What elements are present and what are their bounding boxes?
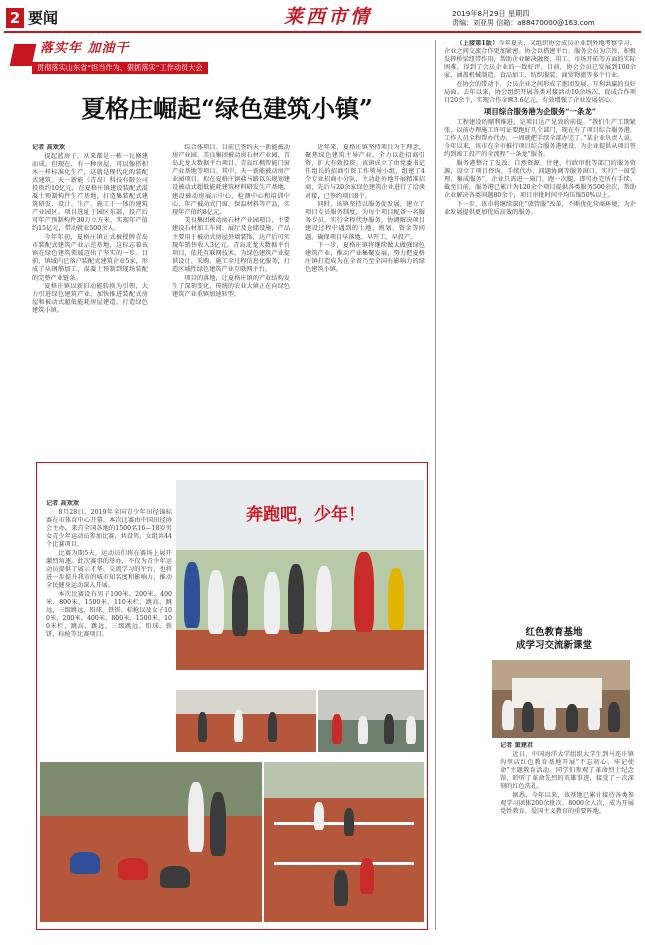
editor-line: 责编：刘亚男 信箱：a88470000@163.com <box>452 19 595 27</box>
sports-photo-hurdles <box>264 762 424 922</box>
campaign-subtitle: 贯彻落实山东省“担当作为、狠抓落实”工作动员大会 <box>32 62 208 74</box>
lead-article-col-2: 综合体项目。目前已签约天一新能被动房产业园、美良集团被动房石材产业园、青岛北龙大数据平台项目、青岛红枫智能门窗产业基地等项目。其中，天一新能被动房产业园项目，拟在夏格庄镇盐马路以东规划建设被动式超低能耗建筑材料研发生产基地，建设被动房展示中心、检测中心和培训中心，年产被动式门窗、保温材料等产品，实现年产值约8亿元。 美良集团被动房石材产业园项目，主要建设石材加工车间、展厅及仓储设施，产品主要用于被动式房屋外墙装饰，达产后可实现年销售收入3亿元。青岛北龙大数据平台项目，依托互联网技术，为绿色建筑产业提供设计、采购、施工全过程信息化服务，打造区域性绿色建筑产业互联网平台。 项目的落地，让夏格庄镇的产业结构发生了深刻变化，传统的农业大镇正在向绿色建筑产业重镇加速转型。 <box>172 144 290 298</box>
masthead-rule <box>4 31 641 33</box>
lead-article-col-3: 近年来，夏格庄镇坚持项目为王理念，聚焦绿色建筑主导产业，全力以赴招商引资、扩大有效投资。该镇成立了由党委书记任组长的招商引资工作领导小组，组建了4个专业招商小分队，主动赴外地开展精准招商，先后与20余家绿色建筑企业进行了洽谈对接，已签约项目8个。 同时，该镇坚持以服务促发展，建立了项目专员服务制度，为每个项目配备一名服务专员，实行全程代办服务，协调解决项目建设过程中遇到的土地、规划、资金等问题，确保项目早落地、早开工、早投产。 下一步，夏格庄镇将继续做大做强绿色建筑产业，推动产业集聚发展，努力把夏格庄镇打造成为在全省乃至全国有影响力的绿色建筑小镇。 <box>305 144 425 274</box>
right-column-subheading: 项目综合服务港为企服务“一条龙” <box>484 107 596 117</box>
sports-article-body: 记者 高欢欢 8月28日，2019年全国青少年田径锦标赛在市体育中心开幕。本次比赛由中国田径协会主办，来自全国各地的1500名16—18岁男女青少年运动员参加比赛，共设男、女组共44个比赛项目。 比赛为期5天，运动员们将在赛场上展开激烈角逐。此次赛事的举办，不仅为青少年运动员提供了展示才华、交流学习的平台，也将进一步提升我市的城市知名度和影响力，推动全民健身运动深入开展。 本次比赛设有男子100米、200米、400米、800米、1500米、110米栏、跳高、跳远、三级跳远、铅球、铁饼、标枪以及女子100米、200米、400米、800米、1500米、100米栏、跳高、跳远、三级跳远、铅球、铁饼、标枪等比赛项目。 <box>46 500 172 638</box>
education-article-body: 记者 董建君 近日，中国海洋大学组织大学生到马连庄镇沟里店红色教育基地开展“不忘初心、牢记使命”主题教育活动。同学们参观了革命烈士纪念馆，聆听了革命先烈的英雄事迹，接受了一次深刻的红色洗礼。 据悉，今年以来，该基地已累计接待各类参观学习团体200余批次、8000余人次，成为开展党性教育、爱国主义教育的重要阵地。 <box>500 742 634 815</box>
lead-article-col-1: 记者 高欢欢 提起蓝房子，从来都是一栋一瓦修建而成。但现在，有一种房屋，可以像搭积木一样标准化生产，这就是现代化的装配式建筑。天一新能（青岛）科技有限公司投资约10亿元，在夏格庄镇建设装配式混凝土预制构件生产基地，打造集装配式建筑研发、设计、生产、施工于一体的建筑产业园区。项目选址于园区东部，投产后可年产预制构件30万立方米，实现年产值约15亿元，带动就业500余人。 今年年初，夏格庄镇正式被授牌青岛市装配式建筑产业示范基地，这标志着该镇在绿色建筑领域迈出了坚实的一步。目前，镇域内已落户装配式建筑企业5家，形成了从钢筋加工、混凝土预制到现场装配的完整产业链条。 夏格庄镇以新旧动能转换为引领，大力引进绿色建筑产业，加快推进装配式房屋和被动式超低能耗房屋建造，打造绿色建筑小镇。 <box>32 144 148 315</box>
page-number-badge: 2 <box>6 8 24 28</box>
right-column-article: （上接第1版）今年夏天，又组织协会成员企业到外地考察学习，企业之间交流合作更加紧密。协会以搭建平台、服务会员为宗旨，积极发挥桥梁纽带作用，帮助企业解决融资、用工、市场开拓等方面的实际困难，得到了会员企业的一致好评。目前，协会会员已发展到100余家，涵盖机械制造、食品加工、纺织服装、商贸物流等多个行业。 在协会的带动下，会员企业之间形成了抱团发展、互利共赢的良好局面。去年以来，协会组织开展各类对接活动10余场次，促成合作项目20余个，实现合作金额3.6亿元，有效增强了企业发展信心。 项目综合服务港为企服务“一条龙” 工程建设的顺利推进，是项目达产见效的前提。“我们生产工期紧张，以前办理施工许可证要跑好几个部门，现在有了项目综合服务港，工作人员全程帮办代办，一周就把手续全部办完了。”某企业负责人说。今年以来，该市在全市推行项目综合服务港建设，为企业提供从项目签约到竣工投产的全流程“一条龙”服务。 服务港整合了发改、自然资源、住建、行政审批等部门的服务资源，设立了项目咨询、手续代办、问题协调等服务窗口，实行“一窗受理、集成服务”，企业只需进一扇门、跑一次腿，即可办完所有手续。截至目前，服务港已累计为120余个项目提供各类服务500余次，帮助企业解决各类问题80余个，项目审批时间平均压缩50%以上。 下一步，该市将继续深化“放管服”改革，不断优化营商环境，为企业发展提供更加优质高效的服务。 <box>444 40 636 216</box>
education-byline: 记者 董建君 <box>500 742 534 749</box>
campaign-banner <box>10 38 310 82</box>
lead-article-title: 夏格庄崛起“绿色建筑小镇” <box>81 94 373 123</box>
sports-photo-track <box>176 690 316 752</box>
lead-article-byline: 记者 高欢欢 <box>32 144 66 151</box>
date-line: 2019年8月29日 星期四 <box>452 9 530 18</box>
sports-photo-start <box>40 762 262 922</box>
section-name: 要闻 <box>28 9 59 27</box>
education-title <box>484 626 624 652</box>
sports-photo-crowd <box>318 690 424 752</box>
education-title-line-1: 红色教育基地 <box>525 627 583 638</box>
campaign-slogan: 落实年 加油干 <box>40 41 130 56</box>
paper-name: 莱西市情 <box>283 6 372 28</box>
sports-byline: 记者 高欢欢 <box>46 500 80 507</box>
education-photo <box>492 660 630 738</box>
masthead <box>0 0 645 34</box>
education-title-line-2: 成学习交流新课堂 <box>515 640 592 651</box>
column-divider <box>435 40 436 930</box>
sports-main-photo <box>176 480 424 670</box>
sports-photo-caption: 奔跑吧，少年！ <box>246 505 365 525</box>
continued-note: （上接第1版） <box>456 40 499 47</box>
